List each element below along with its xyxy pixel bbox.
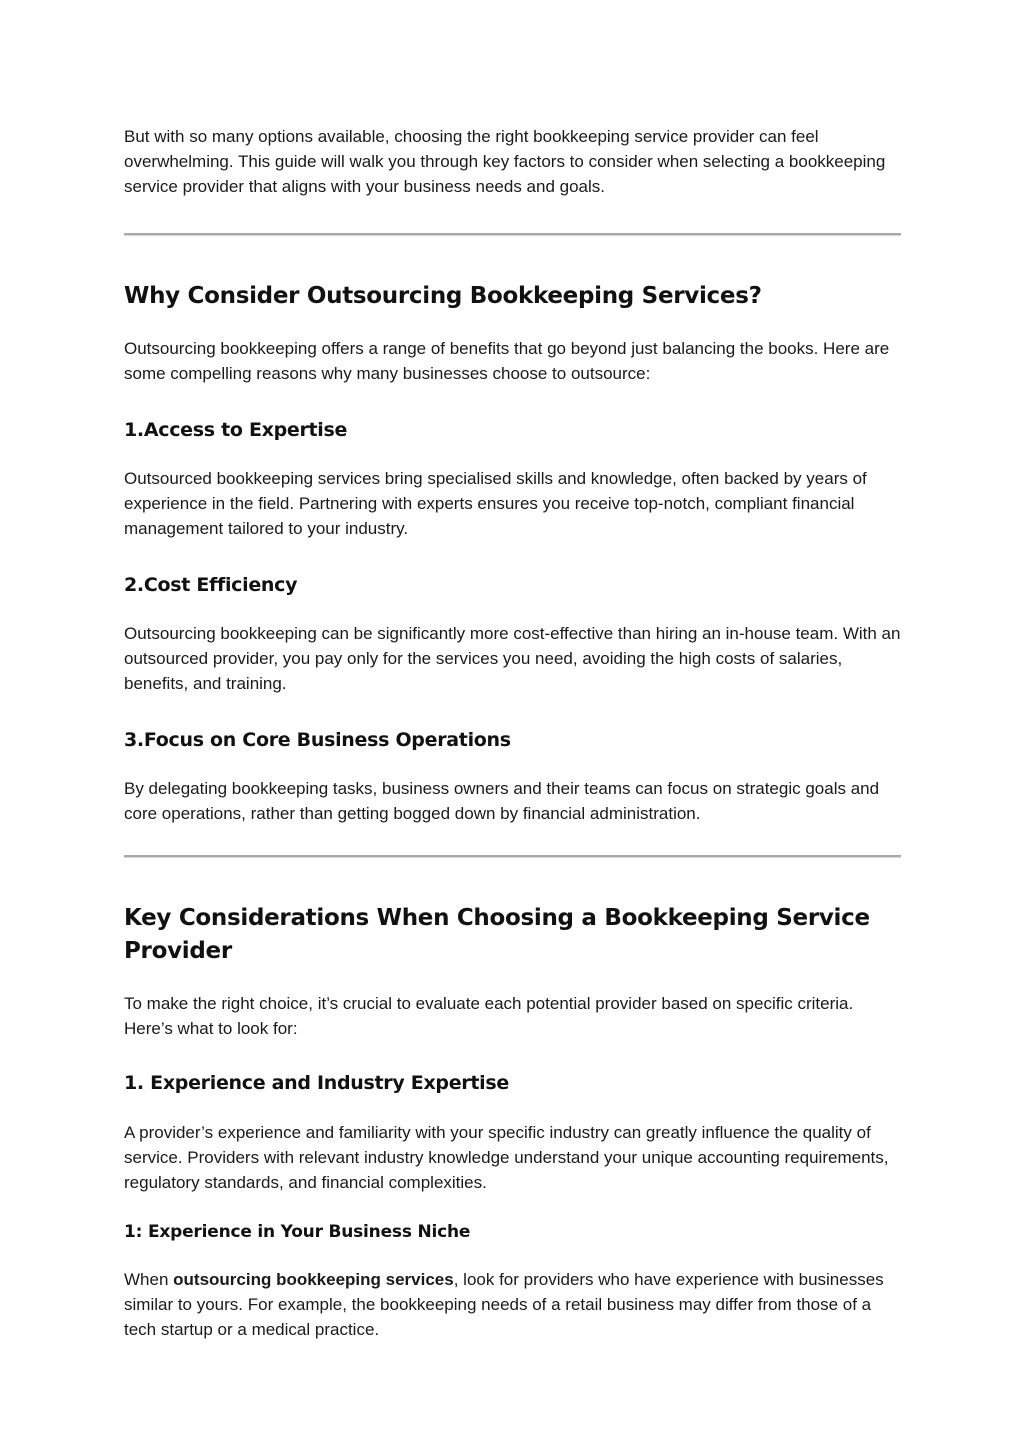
key-considerations-paragraph: To make the right choice, it’s crucial to evaluate each potential provider based on specific criteria. Here’s what to look for: [124, 994, 854, 1038]
niche-paragraph-prefix: When [124, 1270, 174, 1289]
section-heading-line-1: Key Considerations When Choosing a Bookkeeping Service [124, 905, 870, 931]
item-heading-expertise: 1.Access to Expertise [124, 419, 348, 441]
section-heading-key-considerations [124, 902, 902, 968]
subsection-paragraph-business-niche [124, 1267, 902, 1342]
item-heading-cost-efficiency: 2.Cost Efficiency [124, 574, 298, 596]
niche-paragraph-suffix: , look for providers who have experience with businesses similar to yours. For example, the bookkeeping needs of a retail business may differ from those of a tech startup or a medical practice. [124, 1270, 884, 1339]
subsection-paragraph-industry-expertise: A provider’s experience and familiarity with your specific industry can greatly influence the quality of service. Providers with relevant industry knowledge understand your unique accounting requirements, regulatory standards, and financial complexities. [124, 1123, 889, 1192]
why-outsource-paragraph: Outsourcing bookkeeping offers a range of benefits that go beyond just balancing the books. Here are some compelling reasons why many businesses choose to outsource: [124, 339, 890, 383]
item-paragraph-cost-efficiency: Outsourcing bookkeeping can be significantly more cost-effective than hiring an in-house team. With an outsourced provider, you pay only for the services you need, avoiding the high costs of salaries, benefits, and training. [124, 624, 901, 693]
item-paragraph-core-operations: By delegating bookkeeping tasks, business owners and their teams can focus on strategic goals and core operations, rather than getting bogged down by financial administration. [124, 779, 880, 823]
subsection-heading-business-niche: 1: Experience in Your Business Niche [124, 1222, 471, 1242]
intro-paragraph: But with so many options available, choosing the right bookkeeping service provider can feel overwhelming. This guide will walk you through key factors to consider when selecting a bookkeeping service provider that aligns with your business needs and goals. [124, 127, 886, 196]
section-heading-line-2: Provider [124, 938, 232, 964]
niche-paragraph-keyword: outsourcing bookkeeping services [173, 1270, 454, 1289]
section-divider [124, 855, 901, 858]
subsection-heading-industry-expertise: 1. Experience and Industry Expertise [124, 1072, 509, 1094]
item-heading-core-operations: 3.Focus on Core Business Operations [124, 729, 511, 751]
section-divider [124, 233, 901, 236]
section-heading-why-outsource: Why Consider Outsourcing Bookkeeping Services? [124, 283, 762, 309]
item-paragraph-expertise: Outsourced bookkeeping services bring specialised skills and knowledge, often backed by years of experience in the field. Partnering with experts ensures you receive top-notch, compliant financial management tailored to your industry. [124, 469, 867, 538]
